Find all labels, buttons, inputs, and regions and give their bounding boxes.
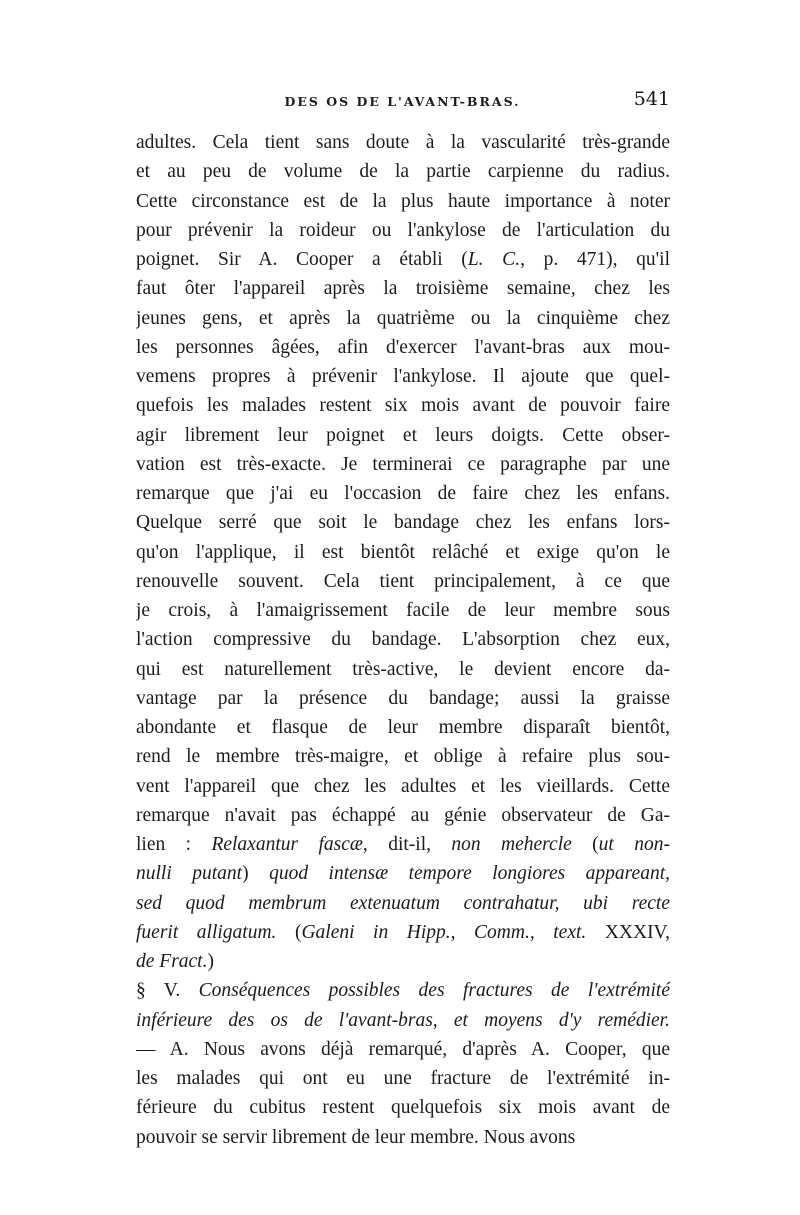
text-line (136, 450, 670, 479)
text-line (136, 128, 670, 157)
text-span: les malades qui ont eu une fracture de l'extrémité in- (136, 1068, 670, 1089)
text-line (136, 859, 670, 888)
text-span: , p. 471), qu'il (520, 249, 670, 270)
text-span: remarque que j'ai eu l'occasion de faire chez les enfans. (136, 483, 670, 504)
text-span: ) (242, 863, 270, 885)
text-line (136, 362, 670, 391)
text-line (136, 947, 670, 976)
text-line (136, 1064, 670, 1093)
text-line (136, 157, 670, 186)
text-line (136, 713, 670, 742)
italic-span: fuerit alligatum. (136, 921, 277, 943)
text-line (136, 391, 670, 420)
text-span: vent l'appareil que chez les adultes et les vieillards. Cette (136, 775, 670, 797)
text-span: renouvelle souvent. Cela tient principalement, à ce que (136, 570, 670, 592)
italic-span: non mehercle (451, 834, 572, 855)
text-span: faut ôter l'appareil après la troisième semaine, chez les (136, 278, 670, 300)
text-span: remarque n'avait pas échappé au génie observateur de Ga- (136, 804, 670, 826)
text-line (136, 801, 670, 830)
text-span: pouvoir se servir librement de leur membre. Nous avons (136, 1126, 576, 1148)
text-line (136, 625, 670, 654)
text-line (136, 567, 670, 596)
text-line (136, 187, 670, 216)
text-span: XXXIV, (586, 921, 670, 943)
text-span: ( (276, 921, 302, 943)
text-span: vation est très-exacte. Je terminerai ce paragraphe par une (136, 453, 670, 475)
italic-span: Conséquences possibles des fractures de l'extrémité (198, 980, 670, 1002)
text-span: Cette circonstance est de la plus haute importance à noter (136, 190, 670, 212)
text-line (136, 245, 670, 274)
italic-span: ut non- (598, 834, 670, 855)
text-line (136, 655, 670, 684)
text-line (136, 421, 670, 450)
text-line (136, 538, 670, 567)
italic-span: Relaxantur fascæ (211, 834, 363, 855)
italic-span: de Fract. (136, 951, 208, 972)
running-head-title: DES OS DE L'AVANT-BRAS. (284, 94, 521, 109)
text-span: et au peu de volume de la partie carpienne du radius. (136, 161, 670, 183)
text-line (136, 333, 670, 362)
italic-span: sed quod membrum extenuatum contrahatur, ubi recte (136, 892, 670, 914)
text-span: § V. (136, 980, 199, 1002)
text-span: , dit-il, (362, 834, 452, 855)
text-span: rend le membre très-maigre, et oblige à refaire plus sou- (136, 746, 670, 768)
italic-span: L. C. (467, 249, 521, 270)
text-span: quefois les malades restent six mois avant de pouvoir faire (136, 395, 670, 417)
text-span: vemens propres à prévenir l'ankylose. Il ajoute que quel- (136, 366, 670, 387)
italic-span: nulli putant (136, 863, 243, 885)
text-line (136, 772, 670, 801)
text-line (136, 918, 670, 947)
running-head (135, 86, 670, 116)
text-span: férieure du cubitus restent quelquefois six mois avant de (136, 1097, 670, 1119)
text-span: pour prévenir la roideur ou l'ankylose de l'articulation du (136, 219, 670, 241)
italic-span: quod intensæ tempore longiores appareant, (269, 863, 670, 885)
text-line (136, 1006, 670, 1035)
italic-span: inférieure des os de l'avant-bras, et moyens d'y remédier. (136, 1009, 670, 1031)
text-line (136, 216, 670, 245)
page-number: 541 (633, 88, 670, 110)
text-span: qui est naturellement très-active, le devient encore da- (136, 658, 670, 680)
text-span: lien : (136, 834, 212, 855)
italic-span: Galeni in Hipp., Comm., text. (301, 921, 587, 943)
text-line (136, 304, 670, 333)
text-line (136, 1035, 670, 1064)
text-line (136, 508, 670, 537)
text-span: Quelque serré que soit le bandage chez les enfans lors- (136, 512, 670, 534)
text-span: abondante et flasque de leur membre disparaît bientôt, (136, 717, 670, 738)
text-span: jeunes gens, et après la quatrième ou la cinquième chez (136, 307, 670, 329)
text-line (136, 479, 670, 508)
text-span: poignet. Sir A. Cooper a établi ( (136, 249, 468, 270)
text-span: ( (571, 834, 599, 855)
text-span: — A. Nous avons déjà remarqué, d'après A. Cooper, que (136, 1038, 670, 1060)
text-span: les personnes âgées, afin d'exercer l'avant-bras aux mou- (136, 336, 670, 358)
text-span: qu'on l'applique, il est bientôt relâché et exige qu'on le (136, 541, 670, 563)
text-line (136, 1093, 670, 1122)
text-line (136, 976, 670, 1005)
text-span: ) (207, 951, 214, 972)
text-line (136, 684, 670, 713)
text-span: adultes. Cela tient sans doute à la vascularité très-grande (136, 132, 670, 153)
text-span: vantage par la présence du bandage; aussi la graisse (136, 687, 670, 709)
text-line (136, 274, 670, 303)
body-text (136, 128, 670, 1152)
text-line (136, 889, 670, 918)
text-span: je crois, à l'amaigrissement facile de leur membre sous (136, 600, 670, 621)
text-line (136, 1123, 670, 1152)
text-span: l'action compressive du bandage. L'absorption chez eux, (136, 629, 670, 651)
text-line (136, 830, 670, 859)
text-line (136, 742, 670, 771)
text-span: agir librement leur poignet et leurs doigts. Cette obser- (136, 424, 670, 446)
text-line (136, 596, 670, 625)
